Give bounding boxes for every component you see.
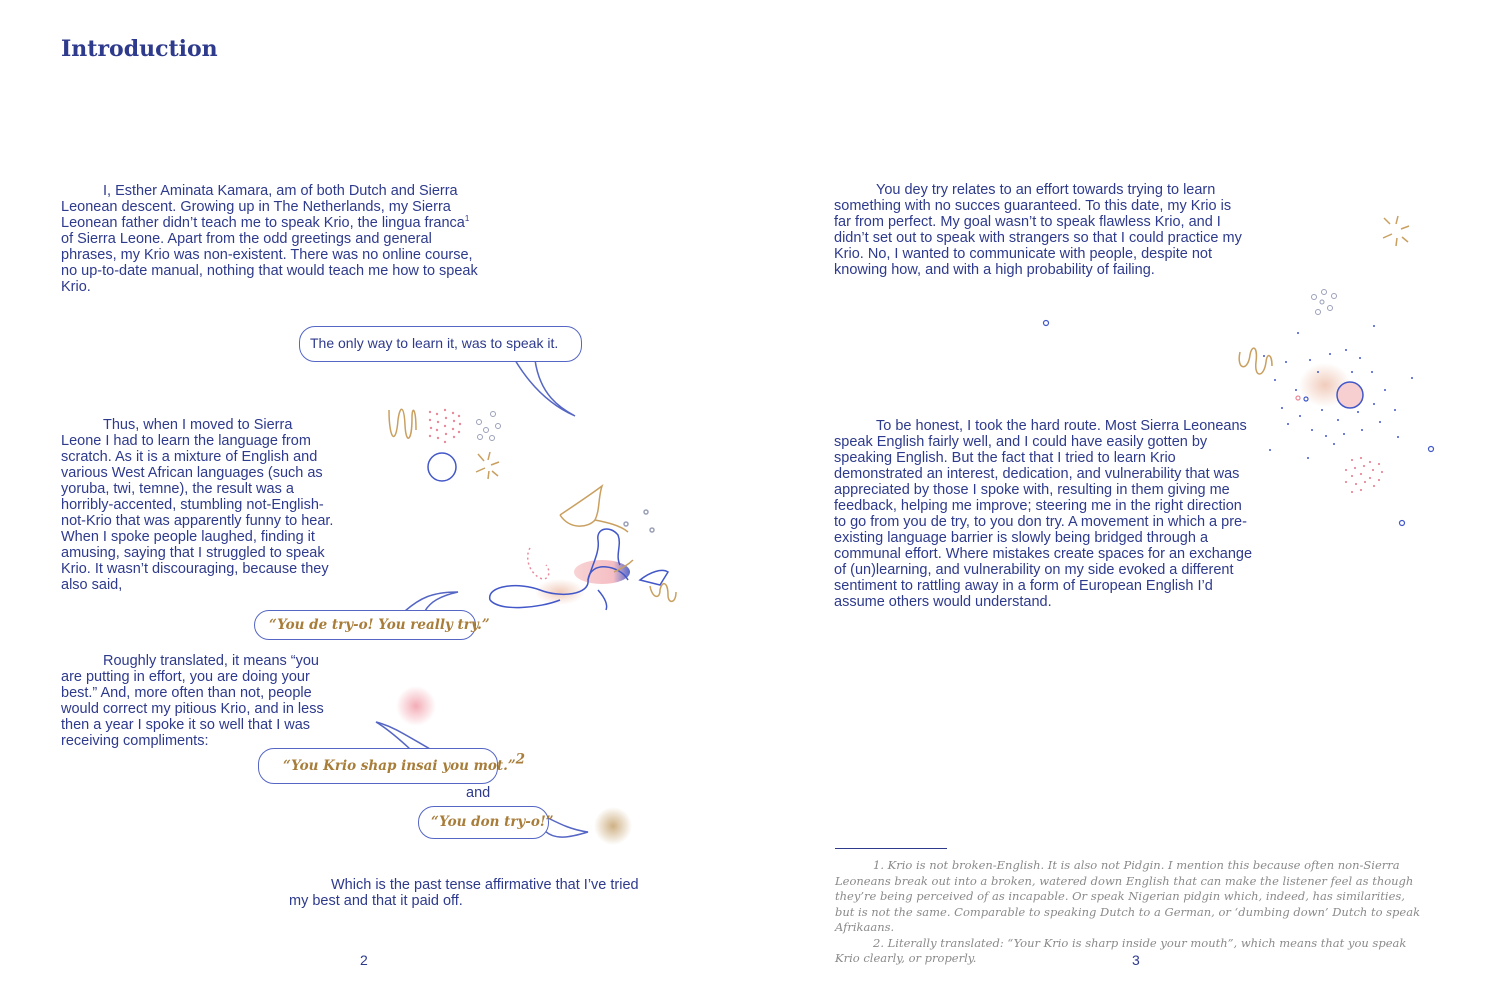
hard-route-paragraph: To be honest, I took the hard route. Most Sierra Leoneans speak English fairly well, and I could have easily gotten by speaking English. But the fact that I tried to learn Krio demonstrated an interest, dedication, and vulnerability that was appreciated by those I spoke with, resulting in them giving me feedback, helping me improve; steering me in the right direction to go from you de try, to you don try. A movement in which a pre-existing language barrier is slowly being bridged through a communal effort. Where mistakes create spaces for an exchange of (un)learning, and vulnerability on my side evoked a different sentiment to rattling away in a form of European English I’d assume others would understand. [834,418,1253,610]
footnote-rule [835,848,947,849]
right-page [750,0,1500,994]
quote-text: “You don try-o!” [431,814,554,830]
page-number: 3 [1132,952,1140,968]
quote-text: “You Krio shap insai you mot.” [283,758,516,774]
footnote-1: 1. Krio is not broken-English. It is also not Pidgin. I mention this because often non-Sierra Leoneans break out into a broken, watered down English that can make the listener feel as though they’re being perceived of as incapable. Or speak Nigerian pidgin which, indeed, has similarities, but is not the same. Comparable to speaking Dutch to a German, or ‘dumbing down’ Dutch to speak Afrikaans. [835,858,1421,934]
intro-text: I, Esther Aminata Kamara, am of both Dutch and Sierra Leonean descent. Growing up in The Netherlands, my Sierra Leonean father didn’t teach me to speak Krio, the lingua franca [61,183,465,231]
footnotes [835,858,1425,967]
quote-bubble [418,806,554,839]
footnote-2: 2. Literally translated: “Your Krio is sharp inside your mouth”, which means that you speak Krio clearly, or properly. [835,935,1407,965]
footnote-ref: 1 [464,214,470,224]
quote-bubble [258,748,525,784]
speech-bubble-text: The only way to learn it, was to speak it. [310,335,559,351]
scratch-paragraph: Thus, when I moved to Sierra Leone I had to learn the language from scratch. As it is a mixture of English and various West African languages (such as yoruba, twi, temne), the result was a horribly-accented, stumbling not-English-not-Krio that was apparently funny to hear. When I spoke people laughed, finding it amusing, saying that I struggled to speak Krio. It wasn’t discouraging, because they also said, [61,417,334,593]
and-text: and [466,785,491,801]
intro-text-rest: of Sierra Leone. Apart from the odd greetings and general phrases, my Krio was non-existent. There was no online course, no up-to-date manual, nothing that would teach me how to speak Krio. [61,231,478,295]
compliments-paragraph: Roughly translated, it means “you are putting in effort, you are doing your best.” And, more often than not, people would correct my pitious Krio, and in less then a year I spoke it so well that I was receiving compliments: [61,653,324,749]
quote-text: “You de try-o! You really try.” [269,617,490,633]
page-title: Introduction [61,36,218,62]
footnote-ref: 2 [515,751,525,768]
speech-bubble [299,326,582,362]
intro-paragraph [61,183,479,295]
effort-paragraph: You dey try relates to an effort towards trying to learn something with no succes guaranteed. To this date, my Krio is far from perfect. My goal wasn’t to speak flawless Krio, and I didn’t set out to speak with strangers so that I could practice my Krio. No, I wanted to communicate with people, despite not knowing how, and with a high probability of failing. [834,182,1242,278]
quote-bubble [254,610,490,640]
closing-paragraph: Which is the past tense affirmative that I’ve tried my best and that it paid off. [289,877,639,909]
page-number: 2 [360,952,368,968]
